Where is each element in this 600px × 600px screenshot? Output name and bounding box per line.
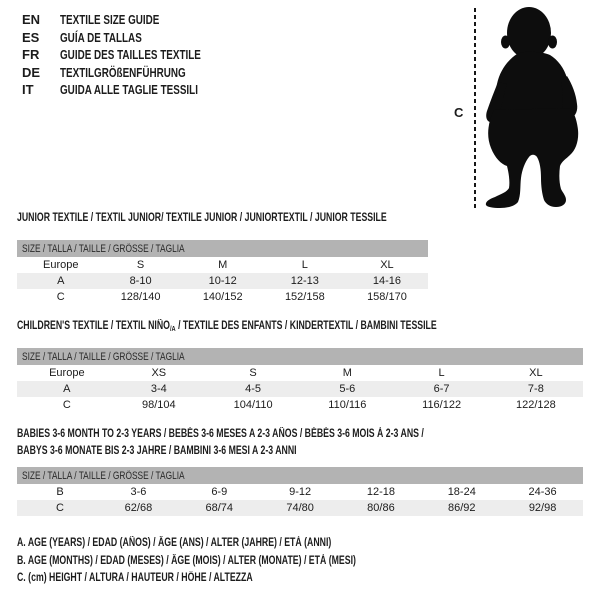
row-label: A	[57, 275, 65, 287]
language-row-de	[22, 64, 245, 82]
language-code: FR	[22, 47, 40, 62]
size-cell: 6-7	[433, 383, 450, 395]
babies-section-title: BABIES 3-6 MONTH TO 2-3 YEARS / BEBÉS 3-6 MESES A 2-3 AÑOS / BÉBÉS 3-6 MOIS À 2-3 ANS / BABYS 3-6 MONATE BIS 2-3 JAHRE / BAMBINI 3-6 MESI A 2-3 ANNI	[17, 428, 424, 457]
row-label: B	[56, 486, 64, 498]
row-label: Europe	[49, 367, 85, 379]
row-label: C	[56, 291, 65, 303]
size-cell: XS	[151, 367, 167, 379]
size-cell: 62/68	[124, 502, 153, 514]
table-row	[17, 397, 583, 413]
size-cell: 128/140	[120, 291, 161, 303]
table-row	[17, 500, 583, 516]
size-cell: 92/98	[528, 502, 557, 514]
size-cell: 3-4	[150, 383, 167, 395]
size-cell: 116/122	[422, 399, 462, 411]
legend-line-b: B. AGE (MONTHS) / EDAD (MESES) / ÂGE (MOIS) / ALTER (MONATE) / ETÀ (MESI)	[17, 554, 356, 567]
legend-line-c: C. (cm) HEIGHT / ALTURA / HAUTEUR / HÖHE / ALTEZZA	[17, 572, 253, 584]
language-title: GUIDE DES TAILLES TEXTILE	[60, 47, 201, 62]
row-label: A	[63, 383, 71, 395]
size-cell: XL	[529, 367, 543, 379]
language-row-en	[22, 11, 245, 29]
language-title: GUIDA ALLE TAGLIE TESSILI	[60, 82, 198, 97]
size-cell: 110/116	[328, 399, 367, 411]
size-cell: 98/104	[141, 399, 176, 411]
size-cell: 24-36	[528, 486, 557, 498]
size-cell: L	[438, 367, 445, 379]
size-cell: 74/80	[286, 502, 314, 514]
language-title: TEXTILGRÖßENFÜHRUNG	[60, 64, 186, 80]
table-row	[17, 257, 428, 273]
size-cell: M	[218, 259, 228, 271]
size-header-bar: SIZE / TALLA / TAILLE / GRÖSSE / TAGLIA	[17, 348, 583, 365]
size-cell: 5-6	[339, 383, 356, 395]
language-title: GUÍA DE TALLAS	[60, 29, 142, 45]
row-label: C	[56, 502, 64, 514]
children-section-title: CHILDREN'S TEXTILE / TEXTIL $NIÑO_{/A}$ / TEXTILE DES ENFANTS / KINDERTEXTIL / BAMBINI TESSILE	[17, 320, 437, 333]
toddler-silhouette-icon	[484, 4, 596, 210]
size-header-bar: SIZE / TALLA / TAILLE / GRÖSSE / TAGLIA	[17, 240, 428, 257]
junior-size-table	[17, 240, 428, 305]
table-row	[17, 381, 583, 397]
table-row	[17, 273, 428, 289]
size-cell: 9-12	[289, 486, 312, 498]
size-cell: 80/86	[367, 502, 395, 514]
language-row-it	[22, 81, 245, 99]
size-cell: 122/128	[516, 399, 556, 411]
size-cell: 152/158	[284, 291, 325, 303]
size-cell: 18-24	[447, 486, 476, 498]
size-cell: 4-5	[245, 383, 262, 395]
language-code: ES	[22, 29, 40, 45]
size-cell: S	[249, 367, 257, 379]
row-label: Europe	[43, 259, 79, 271]
language-code: IT	[22, 82, 34, 97]
size-cell: 8-10	[129, 275, 152, 287]
table-row	[17, 365, 583, 381]
size-cell: 6-9	[211, 486, 228, 498]
size-cell: 7-8	[527, 383, 544, 395]
size-cell: M	[342, 367, 352, 379]
legend-line-a: A. AGE (YEARS) / EDAD (AÑOS) / ÂGE (ANS) / ALTER (JAHRE) / ETÀ (ANNI)	[17, 537, 332, 549]
size-header-bar: SIZE / TALLA / TAILLE / GRÖSSE / TAGLIA	[17, 467, 583, 484]
junior-section-title: JUNIOR TEXTILE / TEXTIL JUNIOR/ TEXTILE JUNIOR / JUNIORTEXTIL / JUNIOR TESSILE	[17, 212, 387, 224]
language-title: TEXTILE SIZE GUIDE	[60, 12, 160, 27]
row-label: C	[62, 399, 71, 411]
size-cell: 68/74	[205, 502, 234, 514]
language-row-fr	[22, 46, 245, 64]
children-size-table	[17, 348, 583, 413]
measurement-legend	[17, 535, 463, 588]
table-row	[17, 289, 428, 305]
language-code: DE	[22, 64, 41, 80]
language-code: EN	[22, 12, 41, 27]
height-dashed-line	[474, 8, 476, 208]
size-cell: 86/92	[447, 502, 476, 514]
table-row	[17, 484, 583, 500]
language-title-list	[22, 11, 245, 99]
size-cell: 104/110	[233, 399, 273, 411]
babies-size-table	[17, 467, 583, 516]
language-row-es	[22, 29, 245, 47]
size-cell: 10-12	[208, 275, 237, 287]
size-cell: S	[136, 259, 145, 271]
size-cell: 158/170	[367, 291, 407, 303]
size-cell: 3-6	[130, 486, 147, 498]
size-cell: 14-16	[372, 275, 402, 287]
size-cell: 12-13	[290, 275, 319, 287]
size-cell: 140/152	[202, 291, 243, 303]
size-cell: 12-18	[366, 486, 395, 498]
size-cell: XL	[380, 259, 394, 271]
height-measure-label: C	[454, 105, 464, 120]
size-cell: L	[301, 259, 308, 271]
